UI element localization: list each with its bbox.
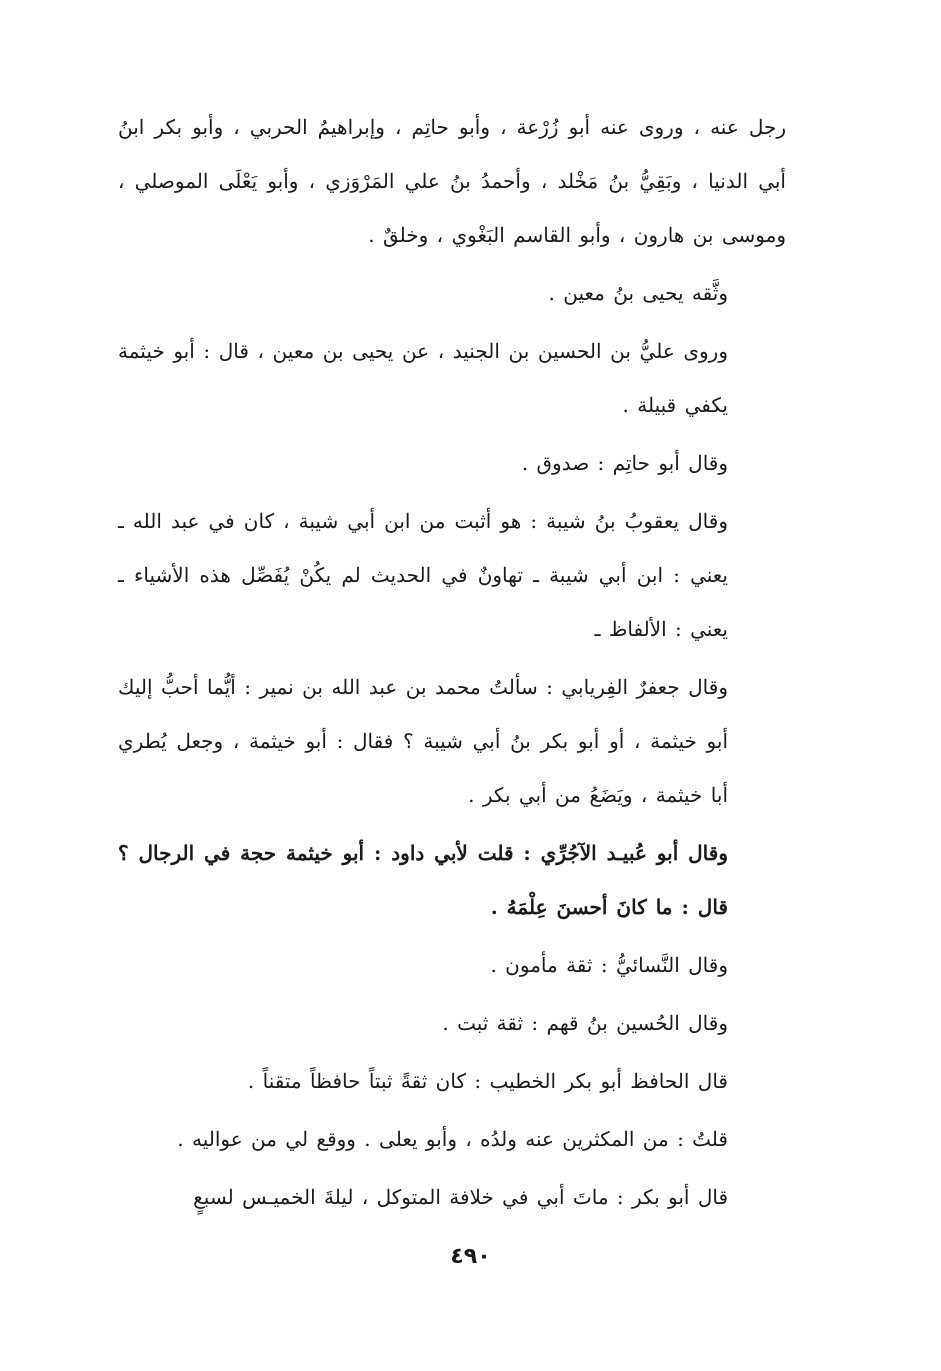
paragraph-abu-ubayd-ajurri: وقال أبو عُبيـد الآجُرِّي : قلت لأبي داود : أبو خيثمة حجة في الرجال ؟ قال : ما كانَ أحسنَ عِلْمَهُ . [118,841,728,919]
paragraph-yaqub-ibn-shayba: وقال يعقوبُ بنُ شيبة : هو أثبت من ابن أبي شيبة ، كان في عبد الله ـ يعني : ابن أبي شيبة ـ تهاونٌ في الحديث لم يكُنْ يُفَصِّل هذه الأشياء ـ يعني : الألفاظ ـ [118,509,728,641]
paragraph-khatib: قال الحافظ أبو بكر الخطيب : كان ثقةً ثبتاً حافظاً متقناً . [247,1069,728,1093]
paragraph-nasai: وقال النَّسائيُّ : ثقة مأمون . [490,953,728,977]
page-number: ٤٩٠ [450,1244,491,1269]
paragraph-husayn-ibn-qahm: وقال الحُسين بنُ قهم : ثقة ثبت . [442,1011,728,1035]
paragraph-narrators: رجل عنه ، وروى عنه أبو زُرْعة ، وأبو حاتِم ، وإبراهيمُ الحربي ، وأبو بكر ابنُ أبي الدنيا ، وبَقِيُّ بنُ مَخْلد ، وأحمدُ بنُ علي المَرْوَزي ، وأبو يَعْلَى الموصلي ، وموسى بن هارون ، وأبو القاسم البَغْوي ، وخلقٌ . [118,115,786,247]
paragraph-death-date: قال أبو بكر : ماتَ أبي في خلافة المتوكل ، ليلةَ الخميـس لسبعٍ [193,1185,728,1209]
paragraph-ibn-maeen: وثَّقه يحيى بنُ معين . [548,281,728,305]
paragraph-ibn-junaid: وروى عليُّ بن الحسين بن الجنيد ، عن يحيى بن معين ، قال : أبو خيثمة يكفي قبيلة . [118,339,728,417]
paragraph-abu-hatim: وقال أبو حاتِم : صدوق . [521,451,728,475]
paragraph-author-note: قلتُ : من المكثرين عنه ولدُه ، وأبو يعلى . ووقع لي من عواليه . [177,1127,728,1151]
paragraph-jafar-firyabi: وقال جعفرٌ الفِريابي : سألتُ محمد بن عبد الله بن نمير : أيُّما أحبُّ إليك أبو خيثمة ، أو أبو بكر بنُ أبي شيبة ؟ فقال : أبو خيثمة ، وجعل يُطري أبا خيثمة ، ويَضَعُ من أبي بكر . [118,675,728,807]
page-body-text [118,100,786,1224]
